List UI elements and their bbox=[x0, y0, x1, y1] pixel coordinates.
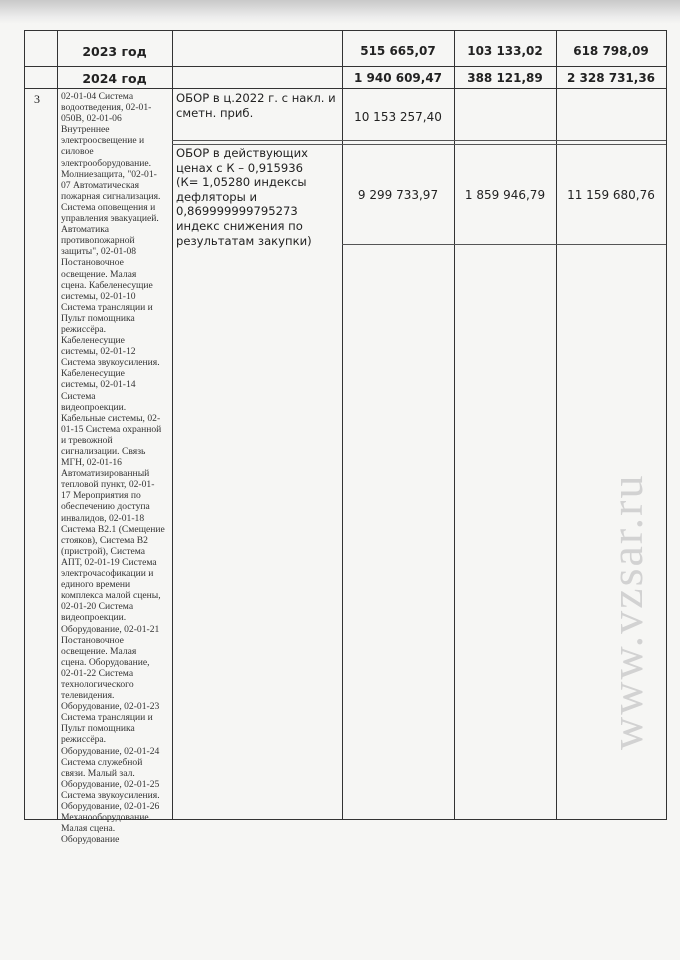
scan-top-band bbox=[0, 0, 680, 24]
value-2023-col2: 103 133,02 bbox=[467, 44, 543, 58]
site-watermark: www.vzsar.ru bbox=[601, 473, 652, 750]
value-2023-col3: 618 798,09 bbox=[573, 44, 649, 58]
estimate-table bbox=[24, 30, 667, 846]
sub2-value-col3: 11 159 680,76 bbox=[567, 188, 655, 202]
year-label-2024: 2024 год bbox=[82, 71, 147, 86]
value-2024-col1: 1 940 609,47 bbox=[353, 71, 443, 85]
sub1-value-col1: 10 153 257,40 bbox=[354, 110, 442, 124]
row-line-3 bbox=[172, 140, 666, 141]
row-index: 3 bbox=[34, 92, 40, 106]
col-divider-3 bbox=[342, 30, 343, 820]
col-divider-1 bbox=[57, 30, 58, 820]
year-label-2023: 2023 год bbox=[82, 44, 147, 59]
col-divider-4 bbox=[454, 30, 455, 820]
col-divider-5 bbox=[556, 30, 557, 820]
row-line-2 bbox=[24, 88, 667, 89]
value-2023-col1: 515 665,07 bbox=[360, 44, 436, 58]
sub2-label: ОБОР в действующих ценах с К – 0,915936 (К= 1,05280 индексы дефляторы и 0,869999999795273 индекс снижения по результатам закупки) bbox=[176, 146, 312, 248]
row-line-4 bbox=[342, 244, 666, 245]
row-line-top bbox=[24, 30, 667, 31]
sub2-value-col2: 1 859 946,79 bbox=[464, 188, 546, 202]
col-divider-2 bbox=[172, 30, 173, 820]
row-line-1 bbox=[24, 66, 667, 67]
sub2-value-col1: 9 299 733,97 bbox=[357, 188, 439, 202]
value-2024-col3: 2 328 731,36 bbox=[566, 71, 656, 85]
value-2024-col2: 388 121,89 bbox=[467, 71, 543, 85]
sub1-label: ОБОР в ц.2022 г. с накл. и сметн. приб. bbox=[176, 91, 336, 120]
item-description: 02-01-04 Система водоотведения, 02-01- 050В, 02-01-06 Внутреннее электроосвещение и силовое электрооборудование. Молниезащита, "02-01- 07 Автоматическая пожарная сигнализация. Система оповещения и управления эвакуацией. Автоматика противопожарной защиты", 02-01-08 Постановочное освещение. Малая сцена. Кабеленесущие системы, 02-01-10 Система трансляции и Пульт помощника режиссёра. Кабеленесущие системы, 02-01-12 Система звукоусиления. Кабеленесущие системы, 02-01-14 Система видеопроекции. Кабельные системы, 02- 01-15 Система охранной и тревожной сигнализации. Связь МГН, 02-01-16 Автоматизированный тепловой пункт, 02-01- 17 Мероприятия по обеспечению доступа инвалидов, 02-01-18 Система В2.1 (Смещение стояков), Система В2 (пристрой), Система АПТ, 02-01-19 Система электрочасофикации и единого времени комплекса малой сцены, 02-01-20 Система видеопроекции. Оборудование, 02-01-21 Постановочное освещение. Малая сцена. Оборудование, 02-01-22 Система технологического телевидения. Оборудование, 02-01-23 Система трансляции и Пульт помощника режиссёра. Оборудование, 02-01-24 Система служебной связи. Малый зал. Оборудование, 02-01-25 Система звукоусиления. Оборудование, 02-01-26 Механооборудование. Малая сцена. Оборудование bbox=[61, 91, 165, 846]
row-line-3b bbox=[172, 144, 666, 145]
table-border-right bbox=[666, 30, 667, 820]
table-border-left bbox=[24, 30, 25, 820]
